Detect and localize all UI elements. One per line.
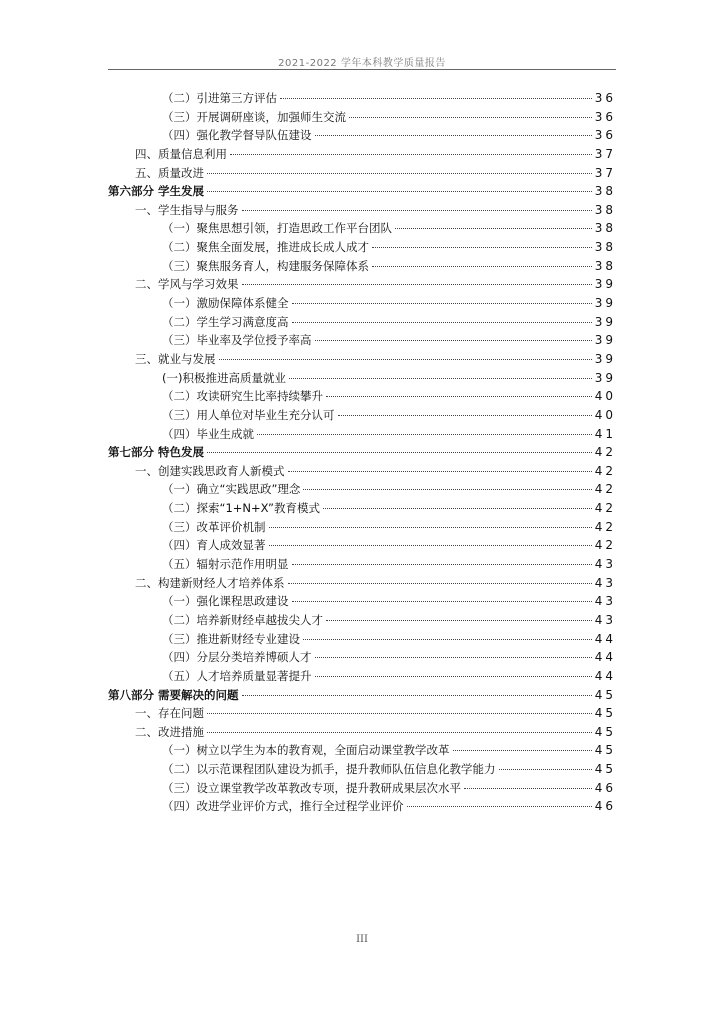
toc-subsection-entry[interactable] — [108, 499, 616, 518]
toc-entry-title: （二）攻读研究生比率持续攀升 — [162, 389, 323, 404]
toc-subsection-entry[interactable] — [108, 126, 616, 145]
toc-page-number: 44 — [594, 650, 616, 665]
toc-entry-title: 一、学生指导与服务 — [135, 202, 239, 217]
toc-entry-title: 第八部分 需要解决的问题 — [108, 687, 239, 702]
dot-leader — [230, 154, 592, 155]
toc-subsection-entry[interactable] — [108, 518, 616, 537]
dot-leader — [464, 788, 592, 789]
toc-page-number: 45 — [594, 706, 616, 721]
toc-section-entry[interactable] — [108, 350, 616, 369]
toc-subsection-entry[interactable] — [108, 313, 616, 332]
toc-page-number: 39 — [594, 351, 616, 366]
toc-page-number: 43 — [594, 575, 616, 590]
toc-entry-title: （三）聚焦服务育人，构建服务保障体系 — [162, 258, 369, 273]
toc-subsection-entry[interactable] — [108, 219, 616, 238]
dot-leader — [280, 98, 592, 99]
toc-section-entry[interactable] — [108, 145, 616, 164]
toc-page-number: 38 — [594, 202, 616, 217]
toc-page-number: 43 — [594, 594, 616, 609]
dot-leader — [292, 564, 592, 565]
toc-subsection-entry[interactable] — [108, 630, 616, 649]
toc-entry-title: （四）分层分类培养博硕人才 — [162, 650, 312, 665]
dot-leader — [326, 620, 592, 621]
toc-page-number: 39 — [594, 333, 616, 348]
toc-part-entry[interactable] — [108, 686, 616, 705]
toc-entry-title: （一）强化课程思政建设 — [162, 594, 289, 609]
toc-entry-title: （四）强化教学督导队伍建设 — [162, 128, 312, 143]
dot-leader — [257, 434, 592, 435]
toc-entry-title: （二）聚焦全面发展，推进成长成人成才 — [162, 240, 369, 255]
toc-entry-title: （一）聚焦思想引领，打造思政工作平台团队 — [162, 221, 392, 236]
toc-entry-title: （二）探索“1+N+X”教育模式 — [162, 501, 321, 516]
dot-leader — [269, 545, 592, 546]
toc-subsection-entry[interactable] — [108, 480, 616, 499]
dot-leader — [207, 191, 592, 192]
toc-entry-title: （三）设立课堂教学改革教改专项，提升教研成果层次水平 — [162, 780, 461, 795]
toc-subsection-entry[interactable] — [108, 294, 616, 313]
toc-entry-title: （五）人才培养质量显著提升 — [162, 668, 312, 683]
toc-page-number: 40 — [594, 389, 616, 404]
toc-page-number: 36 — [594, 91, 616, 105]
toc-subsection-entry[interactable] — [108, 425, 616, 444]
dot-leader — [349, 117, 592, 118]
toc-subsection-entry[interactable] — [108, 667, 616, 686]
dot-leader — [303, 639, 592, 640]
dot-leader — [269, 527, 592, 528]
dot-leader — [288, 583, 592, 584]
toc-entry-title: （二）培养新财经卓越拔尖人才 — [162, 612, 323, 627]
table-of-contents — [108, 89, 616, 816]
toc-page-number: 39 — [594, 296, 616, 311]
toc-entry-title: 一、创建实践思政育人新模式 — [135, 463, 285, 478]
toc-entry-title: （四）育人成效显著 — [162, 538, 266, 553]
toc-entry-title: （三）推进新财经专业建设 — [162, 631, 300, 646]
toc-subsection-entry[interactable] — [108, 741, 616, 760]
toc-page-number: 39 — [594, 370, 616, 385]
toc-section-entry[interactable] — [108, 275, 616, 294]
toc-section-entry[interactable] — [108, 201, 616, 220]
toc-entry-title: （四）毕业生成就 — [162, 426, 254, 441]
dot-leader — [372, 266, 592, 267]
toc-subsection-entry[interactable] — [108, 760, 616, 779]
toc-page-number: 44 — [594, 631, 616, 646]
toc-entry-title: 一、存在问题 — [135, 706, 204, 721]
toc-entry-title: （四）改进学业评价方式，推行全过程学业评价 — [162, 799, 404, 814]
dot-leader — [242, 284, 592, 285]
dot-leader — [219, 359, 592, 360]
toc-subsection-entry[interactable] — [108, 331, 616, 350]
toc-subsection-entry[interactable] — [108, 406, 616, 425]
toc-page-number: 44 — [594, 668, 616, 683]
toc-page-number: 36 — [594, 128, 616, 143]
toc-page-number: 38 — [594, 184, 616, 199]
toc-subsection-entry[interactable] — [108, 257, 616, 276]
toc-page-number: 38 — [594, 258, 616, 273]
toc-section-entry[interactable] — [108, 574, 616, 593]
toc-page-number: 37 — [594, 146, 616, 161]
toc-entry-title: 二、学风与学习效果 — [135, 277, 239, 292]
toc-subsection-entry[interactable] — [108, 797, 616, 816]
toc-subsection-entry[interactable] — [108, 387, 616, 406]
dot-leader — [207, 452, 592, 453]
dot-leader — [315, 676, 592, 677]
dot-leader — [499, 769, 592, 770]
toc-entry-title: （三）改革评价机制 — [162, 519, 266, 534]
toc-page-number: 42 — [594, 482, 616, 497]
toc-page-number: 45 — [594, 743, 616, 758]
toc-page-number: 36 — [594, 109, 616, 124]
dot-leader — [242, 695, 592, 696]
toc-entry-title: 五、质量改进 — [135, 165, 204, 180]
dot-leader — [207, 713, 592, 714]
toc-page-number: 42 — [594, 538, 616, 553]
toc-subsection-entry[interactable] — [108, 779, 616, 798]
toc-entry-title: 三、就业与发展 — [135, 351, 216, 366]
toc-entry-title: （三）毕业率及学位授予率高 — [162, 333, 312, 348]
dot-leader — [289, 378, 592, 379]
dot-leader — [338, 415, 592, 416]
toc-page-number: 41 — [594, 426, 616, 441]
toc-part-entry[interactable] — [108, 443, 616, 462]
toc-subsection-entry[interactable] — [108, 108, 616, 127]
dot-leader — [453, 750, 592, 751]
toc-subsection-entry[interactable] — [108, 611, 616, 630]
toc-page-number: 45 — [594, 762, 616, 777]
toc-entry-title: 四、质量信息利用 — [135, 146, 227, 161]
toc-subsection-entry[interactable] — [108, 238, 616, 257]
toc-entry-title: （一）激励保障体系健全 — [162, 296, 289, 311]
dot-leader — [315, 135, 592, 136]
toc-subsection-entry[interactable] — [108, 536, 616, 555]
dot-leader — [292, 322, 592, 323]
toc-entry-title: 二、改进措施 — [135, 724, 204, 739]
toc-subsection-entry[interactable] — [108, 555, 616, 574]
dot-leader — [242, 210, 592, 211]
toc-entry-title: （二）引进第三方评估 — [162, 91, 277, 105]
toc-page-number: 45 — [594, 724, 616, 739]
toc-entry-title: （一）树立以学生为本的教育观，全面启动课堂教学改革 — [162, 743, 450, 758]
dot-leader — [288, 471, 592, 472]
toc-page-number: 46 — [594, 799, 616, 814]
toc-page-number: 38 — [594, 221, 616, 236]
page-number: III — [356, 934, 368, 945]
toc-page-number: 42 — [594, 519, 616, 534]
toc-subsection-entry[interactable] — [108, 648, 616, 667]
toc-entry-title: （三）开展调研座谈，加强师生交流 — [162, 109, 346, 124]
toc-subsection-entry[interactable] — [108, 89, 616, 108]
running-header: 2021-2022 学年本科教学质量报告 — [278, 58, 446, 69]
dot-leader — [372, 247, 592, 248]
toc-entry-title: 第七部分 特色发展 — [108, 445, 205, 460]
header-divider — [108, 69, 616, 70]
dot-leader — [292, 601, 592, 602]
dot-leader — [315, 657, 592, 658]
toc-page-number: 40 — [594, 407, 616, 422]
toc-entry-title: 第六部分 学生发展 — [108, 184, 205, 199]
toc-subsection-entry[interactable] — [108, 369, 616, 388]
toc-page-number: 39 — [594, 277, 616, 292]
dot-leader — [207, 173, 592, 174]
toc-page-number: 42 — [594, 463, 616, 478]
toc-entry-title: (一)积极推进高质量就业 — [162, 370, 286, 385]
dot-leader — [207, 732, 592, 733]
toc-page-number: 43 — [594, 612, 616, 627]
dot-leader — [407, 806, 592, 807]
dot-leader — [395, 228, 592, 229]
toc-page-number: 42 — [594, 501, 616, 516]
dot-leader — [303, 489, 591, 490]
toc-section-entry[interactable] — [108, 704, 616, 723]
toc-page-number: 42 — [594, 445, 616, 460]
dot-leader — [292, 303, 592, 304]
dot-leader — [326, 396, 592, 397]
toc-page-number: 46 — [594, 780, 616, 795]
toc-entry-title: 二、构建新财经人才培养体系 — [135, 575, 285, 590]
toc-page-number: 45 — [594, 687, 616, 702]
dot-leader — [315, 340, 592, 341]
toc-page-number: 43 — [594, 557, 616, 572]
toc-entry-title: （二）以示范课程团队建设为抓手，提升教师队伍信息化教学能力 — [162, 762, 496, 777]
toc-entry-title: （二）学生学习满意度高 — [162, 314, 289, 329]
toc-section-entry[interactable] — [108, 723, 616, 742]
toc-entry-title: （三）用人单位对毕业生充分认可 — [162, 407, 335, 422]
toc-section-entry[interactable] — [108, 462, 616, 481]
toc-part-entry[interactable] — [108, 182, 616, 201]
toc-entry-title: （五）辐射示范作用明显 — [162, 557, 289, 572]
toc-entry-title: （一）确立“实践思政”理念 — [162, 482, 301, 497]
toc-section-entry[interactable] — [108, 164, 616, 183]
toc-page-number: 37 — [594, 165, 616, 180]
toc-page-number: 38 — [594, 240, 616, 255]
dot-leader — [323, 508, 592, 509]
toc-subsection-entry[interactable] — [108, 592, 616, 611]
toc-page-number: 39 — [594, 314, 616, 329]
